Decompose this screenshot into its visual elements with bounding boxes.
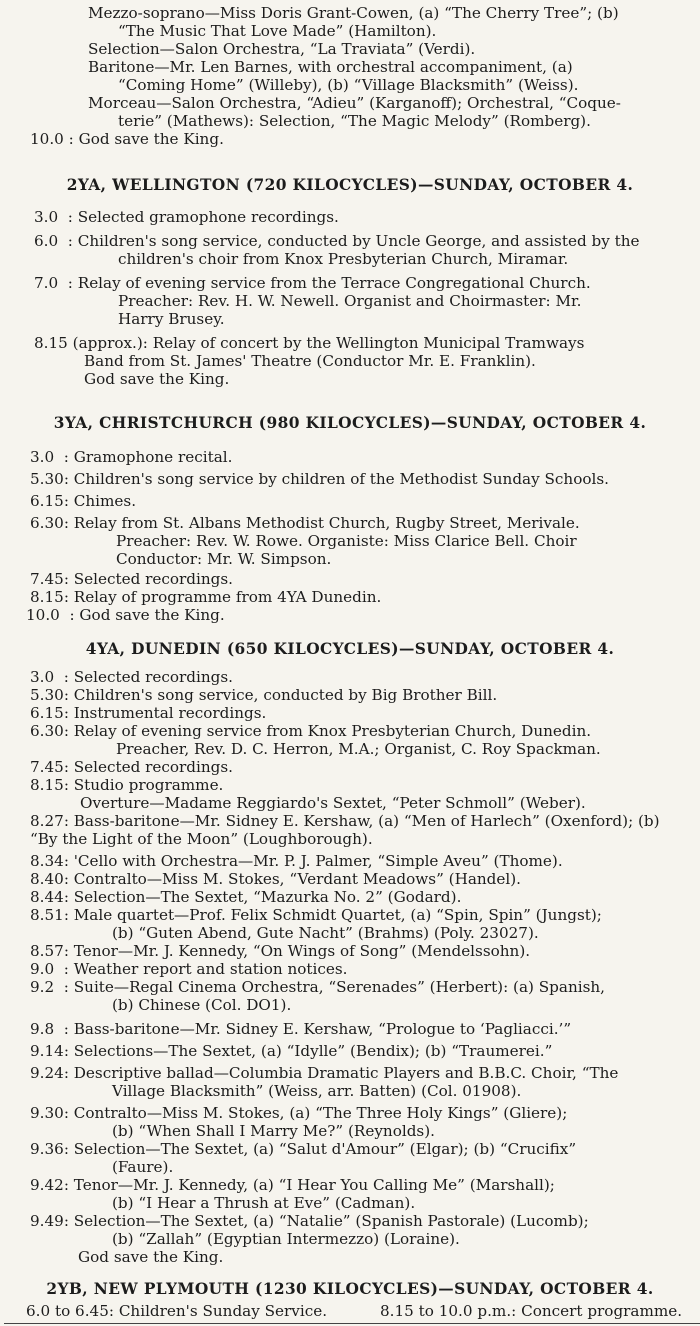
wellington-line-7: 8.15 (approx.): Relay of concert by the Wellington Municipal Tramways (34, 334, 585, 352)
dunedin-line-6: 7.45: Selected recordings. (30, 758, 234, 776)
dunedin-line-26: (Faure). (112, 1158, 174, 1176)
christchurch-line-9: 10.0 : God save the King. (26, 606, 225, 624)
christchurch-line-3: 6.15: Chimes. (30, 492, 137, 510)
christchurch-heading: 3YA, CHRISTCHURCH (980 KILOCYCLES)—SUNDAY, OCTOBER 4. (53, 414, 647, 432)
dunedin-line-15: 8.57: Tenor—Mr. J. Kennedy, “On Wings of Song” (Mendelssohn). (30, 942, 531, 960)
top-line-2: “The Music That Love Made” (Hamilton). (118, 22, 437, 40)
christchurch-line-1: 3.0 : Gramophone recital. (30, 448, 233, 466)
dunedin-line-30: (b) “Zallah” (Egyptian Intermezzo) (Loraine). (112, 1230, 460, 1248)
dunedin-heading: 4YA, DUNEDIN (650 KILOCYCLES)—SUNDAY, OCTOBER 4. (85, 640, 615, 658)
bottom-rule (4, 1323, 700, 1324)
wellington-line-5: Preacher: Rev. H. W. Newell. Organist and Choirmaster: Mr. (118, 292, 582, 310)
wellington-line-4: 7.0 : Relay of evening service from the Terrace Congregational Church. (34, 274, 591, 292)
wellington-line-3: children's choir from Knox Presbyterian Church, Miramar. (118, 250, 569, 268)
dunedin-line-10: 8.34: 'Cello with Orchestra—Mr. P. J. Palmer, “Simple Aveu” (Thome). (30, 852, 563, 870)
top-line-8: 10.0 : God save the King. (30, 130, 224, 148)
top-line-4: Baritone—Mr. Len Barnes, with orchestral accompaniment, (a) (88, 58, 573, 76)
dunedin-line-14: (b) “Guten Abend, Gute Nacht” (Brahms) (Poly. 23027). (112, 924, 539, 942)
christchurch-line-5: Preacher: Rev. W. Rowe. Organiste: Miss Clarice Bell. Choir (116, 532, 577, 550)
wellington-line-1: 3.0 : Selected gramophone recordings. (34, 208, 339, 226)
dunedin-line-27: 9.42: Tenor—Mr. J. Kennedy, (a) “I Hear You Calling Me” (Marshall); (30, 1176, 555, 1194)
dunedin-line-3: 6.15: Instrumental recordings. (30, 704, 267, 722)
christchurch-line-7: 7.45: Selected recordings. (30, 570, 234, 588)
christchurch-line-2: 5.30: Children's song service by children of the Methodist Sunday Schools. (30, 470, 609, 488)
dunedin-line-24: (b) “When Shall I Marry Me?” (Reynolds). (112, 1122, 435, 1140)
dunedin-line-9: 8.27: Bass-baritone—Mr. Sidney E. Kershaw, (a) “Men of Harlech” (Oxenford); (b) “By the Light of the Moon” (Loughborough). (30, 812, 660, 848)
wellington-line-9: God save the King. (84, 370, 230, 388)
christchurch-line-8: 8.15: Relay of programme from 4YA Dunedin. (30, 588, 382, 606)
top-line-5: “Coming Home” (Willeby), (b) “Village Blacksmith” (Weiss). (118, 76, 579, 94)
dunedin-line-8: Overture—Madame Reggiardo's Sextet, “Peter Schmoll” (Weber). (80, 794, 586, 812)
dunedin-line-23: 9.30: Contralto—Miss M. Stokes, (a) “The Three Holy Kings” (Gliere); (30, 1104, 568, 1122)
christchurch-line-6: Conductor: Mr. W. Simpson. (116, 550, 332, 568)
dunedin-line-7: 8.15: Studio programme. (30, 776, 224, 794)
dunedin-line-4: 6.30: Relay of evening service from Knox Presbyterian Church, Dunedin. (30, 722, 592, 740)
top-line-1: Mezzo-soprano—Miss Doris Grant-Cowen, (a) “The Cherry Tree”; (b) (88, 4, 619, 22)
wellington-line-8: Band from St. James' Theatre (Conductor Mr. E. Franklin). (84, 352, 536, 370)
new-plymouth-line-1: 6.0 to 6.45: Children's Sunday Service. (26, 1302, 328, 1320)
dunedin-line-5: Preacher, Rev. D. C. Herron, M.A.; Organist, C. Roy Spackman. (116, 740, 601, 758)
dunedin-line-2: 5.30: Children's song service, conducted by Big Brother Bill. (30, 686, 498, 704)
dunedin-line-29: 9.49: Selection—The Sextet, (a) “Natalie” (Spanish Pastorale) (Lucomb); (30, 1212, 589, 1230)
dunedin-line-1: 3.0 : Selected recordings. (30, 668, 233, 686)
dunedin-line-18: (b) Chinese (Col. DO1). (112, 996, 292, 1014)
wellington-heading: 2YA, WELLINGTON (720 KILOCYCLES)—SUNDAY, OCTOBER 4. (66, 176, 634, 194)
dunedin-line-19: 9.8 : Bass-baritone—Mr. Sidney E. Kershaw, “Prologue to ‘Pagliacci.’” (30, 1020, 572, 1038)
top-line-6: Morceau—Salon Orchestra, “Adieu” (Karganoff); Orchestral, “Coque- (88, 94, 621, 112)
top-line-3: Selection—Salon Orchestra, “La Traviata” (Verdi). (88, 40, 476, 58)
dunedin-line-25: 9.36: Selection—The Sextet, (a) “Salut d'Amour” (Elgar); (b) “Crucifix” (30, 1140, 577, 1158)
new-plymouth-line-2: 8.15 to 10.0 p.m.: Concert programme. (380, 1302, 683, 1320)
dunedin-line-12: 8.44: Selection—The Sextet, “Mazurka No. 2” (Godard). (30, 888, 462, 906)
dunedin-line-11: 8.40: Contralto—Miss M. Stokes, “Verdant Meadows” (Handel). (30, 870, 522, 888)
dunedin-line-31: God save the King. (78, 1248, 224, 1266)
dunedin-line-20: 9.14: Selections—The Sextet, (a) “Idylle” (Bendix); (b) “Traumerei.” (30, 1042, 553, 1060)
dunedin-line-17: 9.2 : Suite—Regal Cinema Orchestra, “Serenades” (Herbert): (a) Spanish, (30, 978, 605, 996)
wellington-line-2: 6.0 : Children's song service, conducted by Uncle George, and assisted by the (34, 232, 640, 250)
dunedin-line-28: (b) “I Hear a Thrush at Eve” (Cadman). (112, 1194, 416, 1212)
dunedin-line-22: Village Blacksmith” (Weiss, arr. Batten) (Col. 01908). (112, 1082, 522, 1100)
christchurch-line-4: 6.30: Relay from St. Albans Methodist Church, Rugby Street, Merivale. (30, 514, 580, 532)
dunedin-line-16: 9.0 : Weather report and station notices. (30, 960, 348, 978)
dunedin-line-13: 8.51: Male quartet—Prof. Felix Schmidt Quartet, (a) “Spin, Spin” (Jungst); (30, 906, 602, 924)
dunedin-line-21: 9.24: Descriptive ballad—Columbia Dramatic Players and B.B.C. Choir, “The (30, 1064, 619, 1082)
new-plymouth-heading: 2YB, NEW PLYMOUTH (1230 KILOCYCLES)—SUNDAY, OCTOBER 4. (46, 1280, 654, 1298)
wellington-line-6: Harry Brusey. (118, 310, 225, 328)
top-line-7: terie” (Mathews): Selection, “The Magic Melody” (Romberg). (118, 112, 591, 130)
